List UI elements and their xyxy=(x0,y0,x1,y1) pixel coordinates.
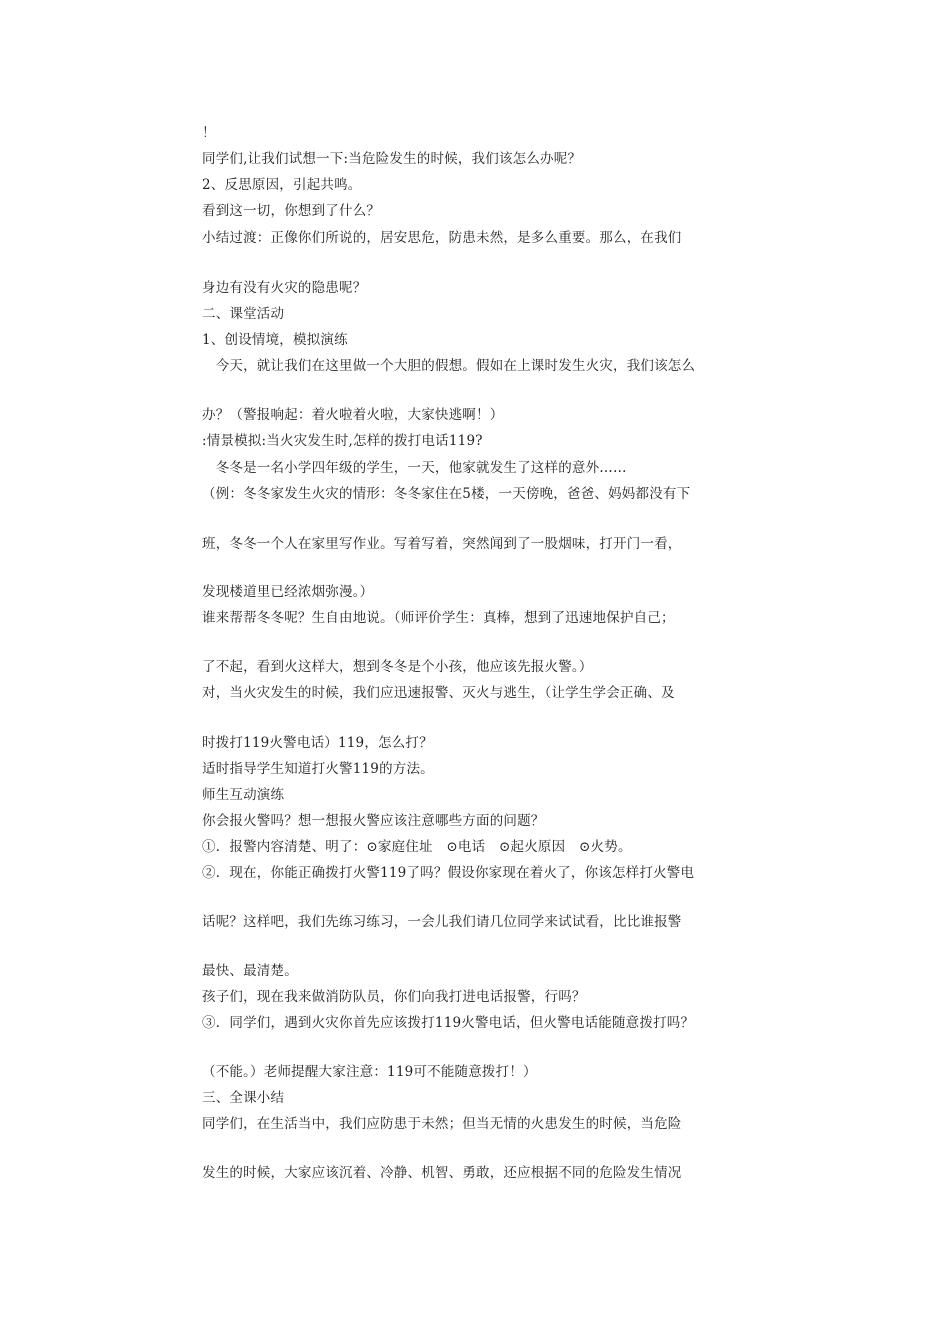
text-line: 身边有没有火灾的隐患呢？ xyxy=(202,280,367,296)
text-line: 2、反思原因，引起共鸣。 xyxy=(202,177,362,193)
list-item: ②．现在，你能正确拨打火警119了吗？假设你家现在着火了，你该怎样打火警电 xyxy=(202,865,695,881)
subsection-heading: 1、创设情境，模拟演练 xyxy=(202,332,348,348)
text-line: 冬冬是一名小学四年级的学生，一天，他家就发生了这样的意外…… xyxy=(202,460,627,476)
text-line: 了不起，看到火这样大，想到冬冬是个小孩，他应该先报火警。） xyxy=(202,659,593,675)
section-heading: 二、课堂活动 xyxy=(202,306,285,322)
text-line: 话呢？这样吧，我们先练习练习，一会儿我们请几位同学来试试看，比比谁报警 xyxy=(202,914,682,930)
text-line: 今天，就让我们在这里做一个大胆的假想。假如在上课时发生火灾，我们该怎么 xyxy=(202,358,696,374)
text-line: :情景模拟:当火灾发生时,怎样的拨打电话119? xyxy=(202,433,483,449)
text-line: 适时指导学生知道打火警119的方法。 xyxy=(202,761,434,777)
text-line: 发现楼道里已经浓烟弥漫。） xyxy=(202,584,374,600)
text-line: 你会报火警吗？想一想报火警应该注意哪些方面的问题？ xyxy=(202,813,545,829)
text-line: 谁来帮帮冬冬呢？生自由地说。（师评价学生：真棒，想到了迅速地保护自己； xyxy=(202,610,675,626)
list-item: ①．报警内容清楚、明了：⊙家庭住址 ⊙电话 ⊙起火原因 ⊙火势。 xyxy=(202,839,632,855)
text-line: 师生互动演练 xyxy=(202,787,285,803)
list-item: ③．同学们，遇到火灾你首先应该拨打119火警电话，但火警电话能随意拨打吗？ xyxy=(202,1015,695,1031)
text-line: 小结过渡：正像你们所说的，居安思危，防患未然，是多么重要。那么，在我们 xyxy=(202,230,682,246)
section-heading: 三、全课小结 xyxy=(202,1090,285,1106)
text-line: 同学们，在生活当中，我们应防患于未然；但当无情的火患发生的时候，当危险 xyxy=(202,1116,682,1132)
text-line: 时拨打119火警电话）119，怎么打？ xyxy=(202,735,433,751)
text-line: 看到这一切，你想到了什么？ xyxy=(202,203,381,219)
text-line: （不能。）老师提醒大家注意：119可不能随意拨打！） xyxy=(202,1064,537,1080)
text-line: 同学们,让我们试想一下:当危险发生的时候，我们该怎么办呢？ xyxy=(202,151,582,167)
text-line: 办？（警报响起：着火啦着火啦，大家快逃啊！） xyxy=(202,407,504,423)
text-line: 发生的时候，大家应该沉着、冷静、机智、勇敢，还应根据不同的危险发生情况 xyxy=(202,1165,682,1181)
text-line: 最快、最清楚。 xyxy=(202,963,298,979)
text-line: 对，当火灾发生的时候，我们应迅速报警、灭火与逃生，（让学生学会正确、及 xyxy=(202,685,675,701)
text-line: 班，冬冬一个人在家里写作业。写着写着，突然闻到了一股烟味，打开门一看， xyxy=(202,536,682,552)
text-line: ！ xyxy=(202,125,216,141)
text-line: （例：冬冬家发生火灾的情形：冬冬家住在5楼，一天傍晚，爸爸、妈妈都没有下 xyxy=(202,486,691,502)
text-line: 孩子们，现在我来做消防队员，你们向我打进电话报警，行吗？ xyxy=(202,989,586,1005)
